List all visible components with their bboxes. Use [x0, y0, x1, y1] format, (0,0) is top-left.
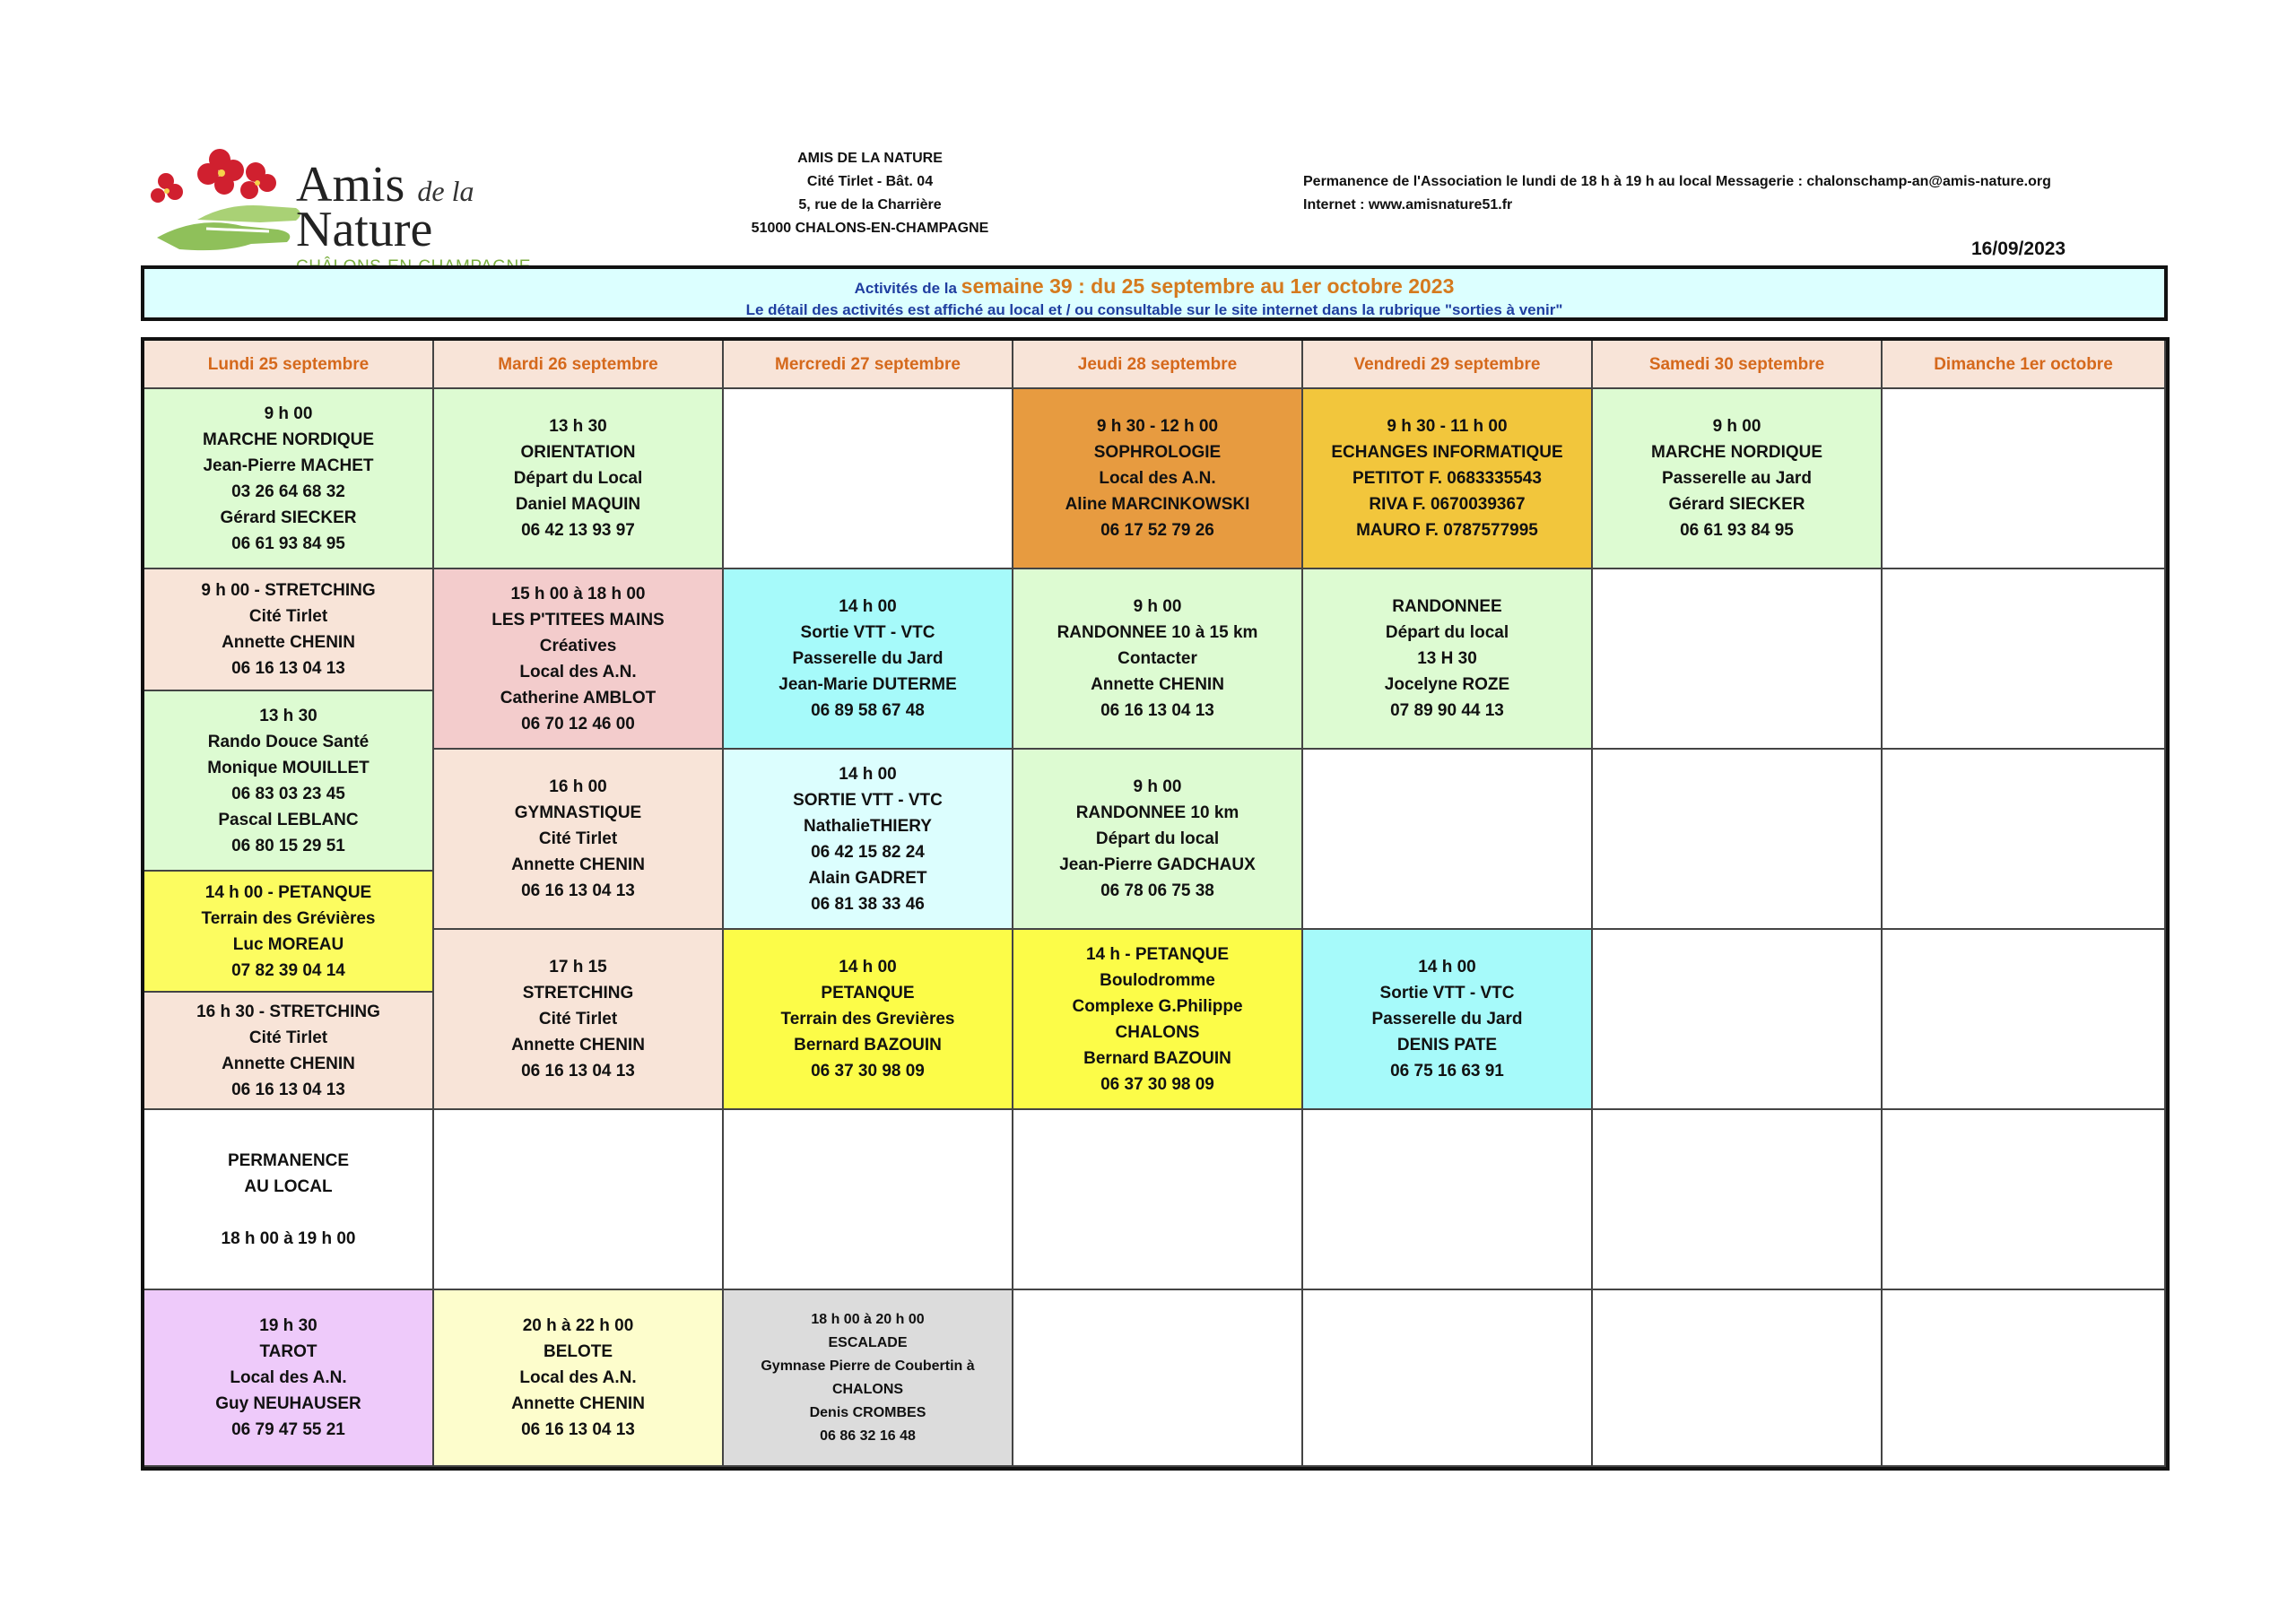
schedule-grid	[141, 337, 2170, 1471]
logo-line1-suffix: de la	[417, 175, 474, 207]
empty-cell	[724, 389, 1013, 569]
address-line: 5, rue de la Charrière	[798, 197, 942, 213]
empty-cell	[1013, 1110, 1303, 1290]
address-line: Cité Tirlet - Bât. 04	[806, 174, 934, 189]
empty-cell	[1593, 930, 1883, 1110]
empty-cell	[1593, 1110, 1883, 1290]
address-line: 51000 CHALONS-EN-CHAMPAGNE	[751, 221, 989, 236]
activity-cell: 14 h 00 SORTIE VTT - VTC NathalieTHIERY 06 42 15 82 24 Alain GADRET 06 81 38 33 46	[724, 750, 1013, 930]
address-line: AMIS DE LA NATURE	[797, 151, 943, 166]
empty-cell	[1883, 1290, 2166, 1467]
activity-cell: 9 h 30 - 12 h 00 SOPHROLOGIE Local des A.N. Aline MARCINKOWSKI 06 17 52 79 26	[1013, 389, 1303, 569]
banner-week: semaine 39 : du 25 septembre au 1er octobre 2023	[961, 274, 1455, 298]
empty-cell	[1883, 569, 2166, 750]
activity-cell: 9 h 00 - STRETCHING Cité Tirlet Annette CHENIN 06 16 13 04 13	[144, 569, 434, 691]
day-header: Lundi 25 septembre	[144, 341, 434, 389]
empty-cell	[434, 1110, 724, 1290]
activity-cell: 17 h 15 STRETCHING Cité Tirlet Annette CHENIN 06 16 13 04 13	[434, 930, 724, 1110]
empty-cell	[1303, 1110, 1593, 1290]
activity-cell: 19 h 30 TAROT Local des A.N. Guy NEUHAUSER 06 79 47 55 21	[144, 1290, 434, 1467]
internet-line: Internet : www.amisnature51.fr	[1303, 197, 1513, 213]
activity-cell: 20 h à 22 h 00 BELOTE Local des A.N. Annette CHENIN 06 16 13 04 13	[434, 1290, 724, 1467]
empty-cell	[1883, 389, 2166, 569]
empty-cell	[1883, 750, 2166, 930]
day-header: Jeudi 28 septembre	[1013, 341, 1303, 389]
day-header: Dimanche 1er octobre	[1883, 341, 2166, 389]
activity-cell: PERMANENCE AU LOCAL 18 h 00 à 19 h 00	[144, 1110, 434, 1290]
activity-cell: 14 h 00 Sortie VTT - VTC Passerelle du Jard DENIS PATE 06 75 16 63 91	[1303, 930, 1593, 1110]
empty-cell	[1303, 1290, 1593, 1467]
contact-info	[1303, 170, 2051, 217]
empty-cell	[1593, 1290, 1883, 1467]
permanence-line: Permanence de l'Association le lundi de 18 h à 19 h au local Messagerie : chalonschamp-an@amis-nature.org	[1303, 174, 2051, 189]
activity-cell: 9 h 00 RANDONNEE 10 km Départ du local Jean-Pierre GADCHAUX 06 78 06 75 38	[1013, 750, 1303, 930]
empty-cell	[1303, 750, 1593, 930]
address-block	[709, 147, 1031, 240]
logo-wordmark	[296, 157, 531, 275]
activity-cell: 16 h 00 GYMNASTIQUE Cité Tirlet Annette CHENIN 06 16 13 04 13	[434, 750, 724, 930]
empty-cell	[1593, 569, 1883, 750]
day-header: Samedi 30 septembre	[1593, 341, 1883, 389]
activity-cell: 13 h 30 ORIENTATION Départ du Local Daniel MAQUIN 06 42 13 93 97	[434, 389, 724, 569]
activity-cell: 15 h 00 à 18 h 00 LES P'TITEES MAINS Créatives Local des A.N. Catherine AMBLOT 06 70 12 46 00	[434, 569, 724, 750]
activity-cell: 14 h 00 PETANQUE Terrain des Grevières Bernard BAZOUIN 06 37 30 98 09	[724, 930, 1013, 1110]
logo-line2: Nature	[296, 202, 433, 257]
day-header: Mercredi 27 septembre	[724, 341, 1013, 389]
activity-cell: 18 h 00 à 20 h 00 ESCALADE Gymnase Pierre de Coubertin à CHALONS Denis CROMBES 06 86 32 16 48	[724, 1290, 1013, 1467]
empty-cell	[1593, 750, 1883, 930]
activity-cell: 14 h - PETANQUE Boulodromme Complexe G.Philippe CHALONS Bernard BAZOUIN 06 37 30 98 09	[1013, 930, 1303, 1110]
activity-cell: 13 h 30 Rando Douce Santé Monique MOUILLET 06 83 03 23 45 Pascal LEBLANC 06 80 15 29 51	[144, 691, 434, 872]
empty-cell	[1013, 1290, 1303, 1467]
logo-line1: Amis	[296, 157, 405, 213]
activity-cell: 9 h 00 MARCHE NORDIQUE Passerelle au Jard Gérard SIECKER 06 61 93 84 95	[1593, 389, 1883, 569]
week-banner	[141, 265, 2168, 321]
banner-prefix: Activités de la	[854, 280, 961, 297]
empty-cell	[1883, 1110, 2166, 1290]
activity-cell: 16 h 30 - STRETCHING Cité Tirlet Annette CHENIN 06 16 13 04 13	[144, 993, 434, 1110]
banner-detail: Le détail des activités est affiché au local et / ou consultable sur le site internet dans la rubrique "sorties à venir"	[745, 301, 1563, 318]
activity-cell: RANDONNEE Départ du local 13 H 30 Jocelyne ROZE 07 89 90 44 13	[1303, 569, 1593, 750]
activity-cell: 14 h 00 - PETANQUE Terrain des Grévières Luc MOREAU 07 82 39 04 14	[144, 872, 434, 993]
day-header: Mardi 26 septembre	[434, 341, 724, 389]
day-header: Vendredi 29 septembre	[1303, 341, 1593, 389]
activity-cell: 9 h 00 MARCHE NORDIQUE Jean-Pierre MACHET 03 26 64 68 32 Gérard SIECKER 06 61 93 84 95	[144, 389, 434, 569]
activity-cell: 14 h 00 Sortie VTT - VTC Passerelle du Jard Jean-Marie DUTERME 06 89 58 67 48	[724, 569, 1013, 750]
activity-cell: 9 h 00 RANDONNEE 10 à 15 km Contacter Annette CHENIN 06 16 13 04 13	[1013, 569, 1303, 750]
activity-cell: 9 h 30 - 11 h 00 ECHANGES INFORMATIQUE PETITOT F. 0683335543 RIVA F. 0670039367 MAURO F. 0787577995	[1303, 389, 1593, 569]
empty-cell	[724, 1110, 1013, 1290]
empty-cell	[1883, 930, 2166, 1110]
banner-title	[144, 274, 2164, 299]
document-date: 16/09/2023	[1971, 239, 2066, 259]
